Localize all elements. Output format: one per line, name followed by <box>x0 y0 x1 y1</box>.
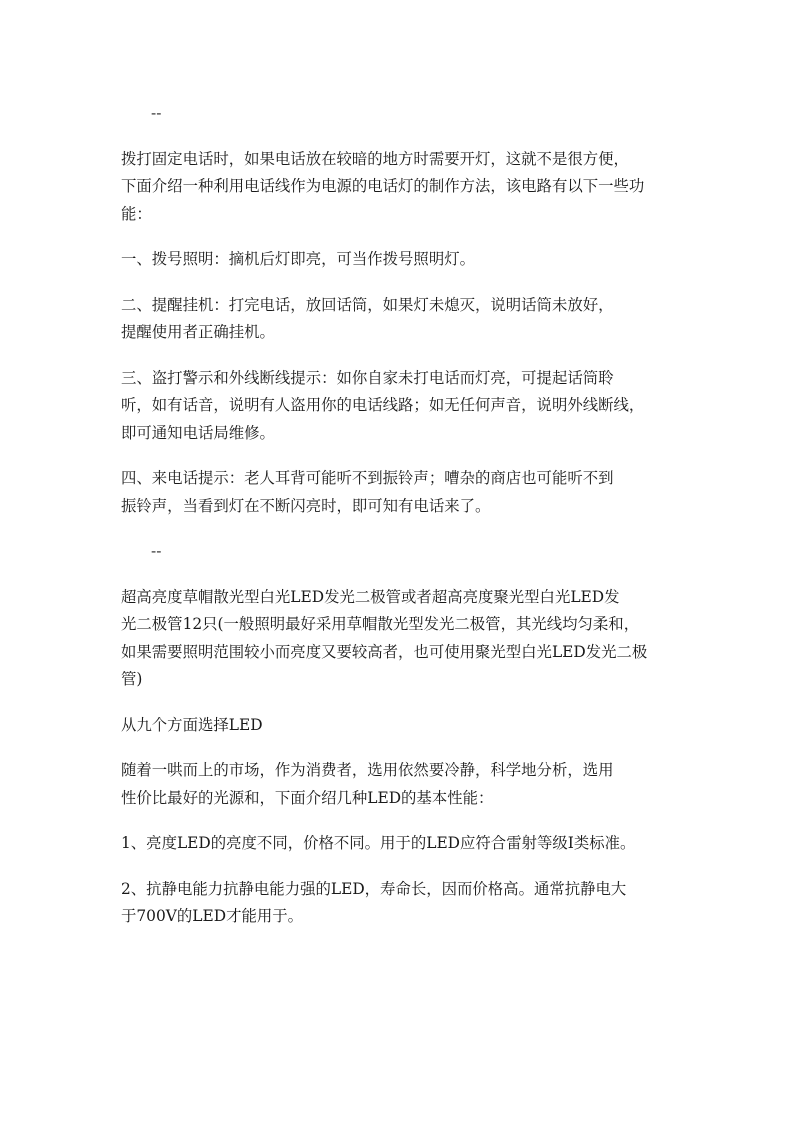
paragraph-led-point-2: 2、抗静电能力抗静电能力强的LED，寿命长，因而价格高。通常抗静电大 于700V的LED才能用于。 <box>121 879 627 925</box>
separator-line: -- <box>151 104 162 122</box>
paragraph-feature-4: 四、来电话提示：老人耳背可能听不到振铃声；嘈杂的商店也可能听不到 振铃声，当看到灯在不断闪亮时，即可知有电话来了。 <box>121 469 614 515</box>
paragraph-feature-3: 三、盗打警示和外线断线提示：如你自家未打电话而灯亮，可提起话筒聆 听，如有话音，说明有人盗用你的电话线路；如无任何声音，说明外线断线， 即可通知电话局维修。 <box>121 368 645 442</box>
paragraph-led-point-1: 1、亮度LED的亮度不同，价格不同。用于的LED应符合雷射等级Ⅰ类标准。 <box>121 834 636 852</box>
paragraph-section-heading: 从九个方面选择LED <box>121 715 263 734</box>
paragraph-feature-2: 二、提醒挂机：打完电话，放回话筒，如果灯未熄灭，说明话筒未放好， 提醒使用者正确挂机。 <box>121 295 614 341</box>
paragraph-feature-1: 一、拨号照明：摘机后灯即亮，可当作拨号照明灯。 <box>121 250 475 268</box>
paragraph-intro: 拨打固定电话时，如果电话放在较暗的地方时需要开灯，这就不是很方便， 下面介绍一种利用电话线作为电源的电话灯的制作方法，该电路有以下一些功 能： <box>121 149 645 223</box>
separator-line: -- <box>151 542 162 560</box>
paragraph-led-intro: 随着一哄而上的市场，作为消费者，选用依然要冷静，科学地分析，选用 性价比最好的光源和，下面介绍几种LED的基本性能： <box>121 761 614 807</box>
document-body <box>121 100 681 931</box>
paragraph-led-materials: 超高亮度草帽散光型白光LED发光二极管或者超高亮度聚光型白光LED发 光二极管12只(一般照明最好采用草帽散光型发光二极管，其光线均匀柔和， 如果需要照明范围较小而亮度又要较高者，也可使用聚光型白光LED发光二极 管) <box>121 587 648 688</box>
